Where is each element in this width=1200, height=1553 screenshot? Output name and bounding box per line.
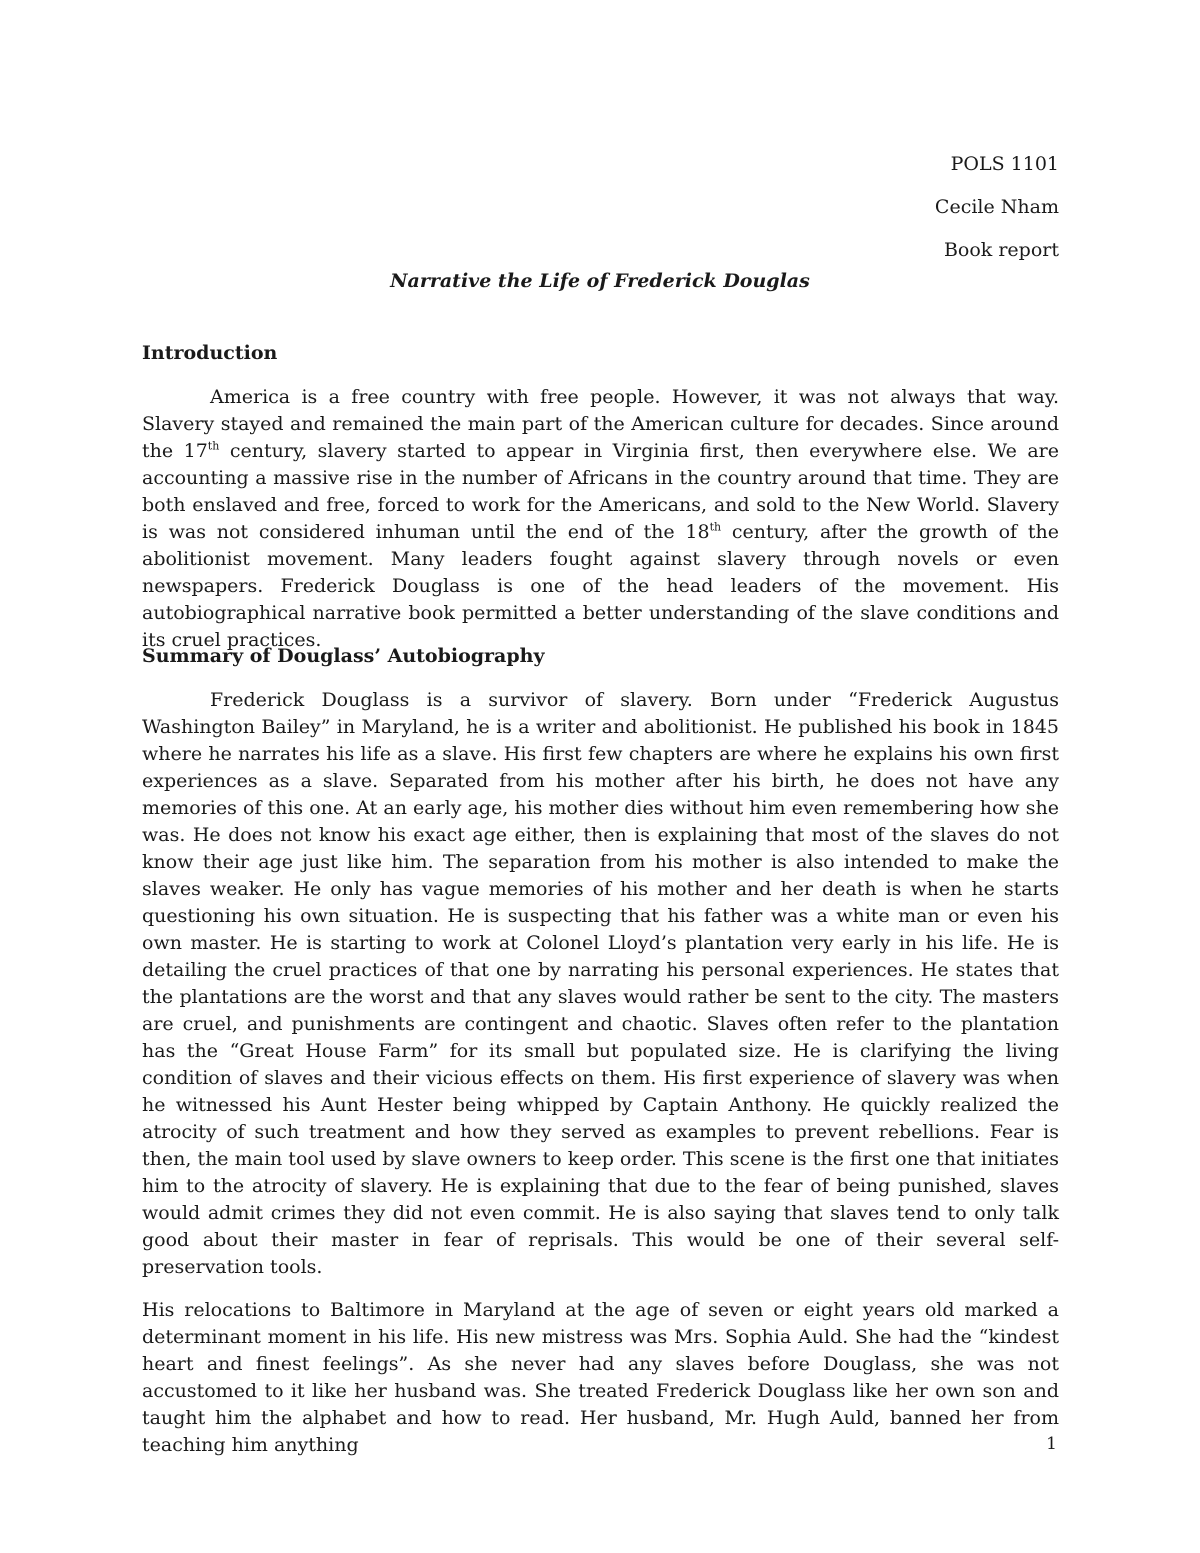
header-block	[935, 143, 1059, 272]
intro-sup-b: th	[709, 520, 722, 534]
summary-paragraph-2: His relocations to Baltimore in Maryland at the age of seven or eight years old marked a determinant moment in his life. His new mistress was Mrs. Sophia Auld. She had the “kindest heart and finest feelings”. As she never had any slaves before Douglass, she was not accustomed to it like her husband was. She treated Frederick Douglass like her own son and taught him the alphabet and how to read. Her husband, Mr. Hugh Auld, banned her from teaching him anything	[142, 1299, 1059, 1456]
document-title: Narrative the Life of Frederick Douglas	[390, 270, 810, 292]
intro-text-c: century, after the growth of the abolitionist movement. Many leaders fought against slavery through novels or even newspapers. Frederick Douglass is one of the head leaders of the movement. His autobiographical narrative book permitted a better understanding of the slave conditions and its cruel practices.	[142, 521, 1059, 651]
intro-text-a: America is a free country with free people. However, it was not always that way. Slavery stayed and remained the main part of the American culture for decades. Since around the 17	[142, 386, 1059, 462]
summary-heading: Summary of Douglass’ Autobiography	[142, 645, 545, 667]
summary-paragraph-1: Frederick Douglass is a survivor of slavery. Born under “Frederick Augustus Washington Bailey” in Maryland, he is a writer and abolitionist. He published his book in 1845 where he narrates his life as a slave. His first few chapters are where he explains his own first experiences as a slave. Separated from his mother after his birth, he does not have any memories of this one. At an early age, his mother dies without him even remembering how she was. He does not know his exact age either, then is explaining that most of the slaves do not know their age just like him. The separation from his mother is also intended to make the slaves weaker. He only has vague memories of his mother and her death is when he starts questioning his own situation. He is suspecting that his father was a white man or even his own master. He is starting to work at Colonel Lloyd’s plantation very early in his life. He is detailing the cruel practices of that one by narrating his personal experiences. He states that the plantations are the worst and that any slaves would rather be sent to the city. The masters are cruel, and punishments are contingent and chaotic. Slaves often refer to the plantation has the “Great House Farm” for its small but populated size. He is clarifying the living condition of slaves and their vicious effects on them. His first experience of slavery was when he witnessed his Aunt Hester being whipped by Captain Anthony. He quickly realized the atrocity of such treatment and how they served as examples to prevent rebellions. Fear is then, the main tool used by slave owners to keep order. This scene is the first one that initiates him to the atrocity of slavery. He is explaining that due to the fear of being punished, slaves would admit crimes they did not even commit. He is also saying that slaves tend to only talk good about their master in fear of reprisals. This would be one of their several self-preservation tools.	[142, 689, 1059, 1278]
intro-sup-a: th	[207, 439, 220, 453]
page-number: 1	[1046, 1434, 1057, 1454]
introduction-section	[142, 340, 1059, 654]
document-type: Book report	[943, 239, 1059, 261]
author-name: Cecile Nham	[934, 196, 1059, 218]
introduction-heading: Introduction	[142, 342, 278, 364]
course-code: POLS 1101	[950, 153, 1059, 175]
introduction-paragraph	[142, 384, 1059, 654]
summary-section	[142, 643, 1059, 1459]
intro-text-b: century, slavery started to appear in Virginia first, then everywhere else. We are accounting a massive rise in the number of Africans in the country around that time. They are both enslaved and free, forced to work for the Americans, and sold to the New World. Slavery is was not considered inhuman until the end of the 18	[142, 440, 1059, 543]
